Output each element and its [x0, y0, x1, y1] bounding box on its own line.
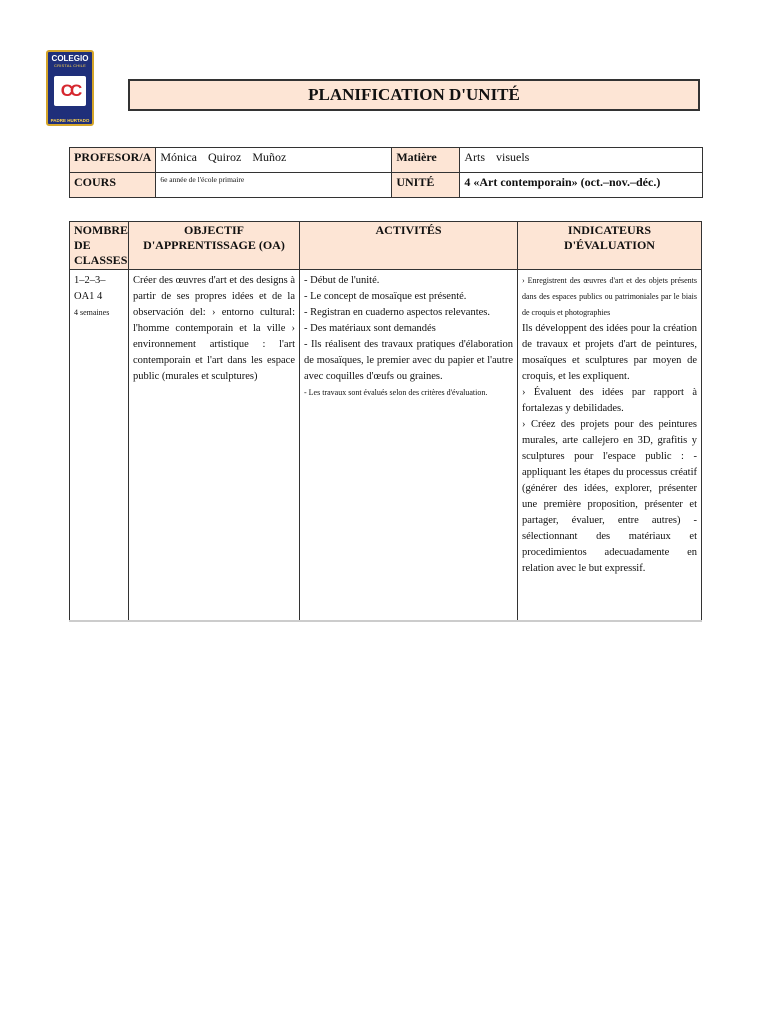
- page-title-box: [128, 79, 700, 111]
- page-title: PLANIFICATION D'UNITÉ: [308, 85, 520, 104]
- indicators-cell: [518, 270, 702, 622]
- planning-header-row: [70, 222, 702, 270]
- activity-item: - Le concept de mosaïque est présenté.: [304, 291, 467, 302]
- activity-item: - Registran en cuaderno aspectos relevantes.: [304, 307, 491, 318]
- header-row-course: [70, 173, 703, 198]
- activities-cell: [300, 270, 518, 622]
- classes-note: 4 semaines: [74, 308, 110, 317]
- logo-top-text: COLEGIO: [51, 54, 89, 63]
- indicator-item: Ils développent des idées pour la création de travaux et projets d'art de peintures, mosaïques et sculptures par moyen de croquis, et les expliquent.: [522, 323, 697, 382]
- indicator-item: › Évaluent des idées par rapport à fortalezas y debilidades.: [522, 387, 697, 414]
- header-table: [69, 147, 703, 198]
- planning-row: [70, 270, 702, 622]
- col-header-activities: ACTIVITÉS: [300, 222, 518, 270]
- classes-value: 1–2–3–OA1 4: [74, 275, 106, 302]
- course-value: 6e année de l'école primaire: [156, 173, 392, 198]
- teacher-name: Mónica Quiroz Muñoz: [156, 148, 392, 173]
- indicator-item: › Créez des projets pour des peintures murales, arte callejero en 3D, grafitis y sculptures pour l'espace public : - appliquant les étapes du processus créatif (générer des idées, explorer, présenter une première proposition, présenter et partager, évaluer, entre autres) - sélectionnant des matériaux et procedimientos adecuadamente en relation avec le but expressif.: [522, 419, 697, 574]
- activity-note: - Les travaux sont évalués selon des critères d'évaluation.: [304, 388, 488, 397]
- col-header-objective: OBJECTIF D'APPRENTISSAGE (OA): [129, 222, 300, 270]
- planning-table: [69, 221, 702, 622]
- classes-cell: [70, 270, 129, 622]
- objective-cell: Créer des œuvres d'art et des designs à partir de ses propres idées et de la observación del: › entorno cultural: l'homme contemporain et la ville › environnement artistique : l'art contemporain et l'art dans les espace public (murales et sculptures): [129, 270, 300, 622]
- logo-emblem: [54, 76, 86, 106]
- subject-value: Arts visuels: [460, 148, 703, 173]
- header-row-teacher: [70, 148, 703, 173]
- logo-bottom-text: PADRE HURTADO: [50, 118, 90, 123]
- activity-item: - Des matériaux sont demandés: [304, 323, 436, 334]
- activity-item: - Ils réalisent des travaux pratiques d'élaboration de mosaïques, le premier avec du papier et l'autre avec coquilles d'œufs ou graines.: [304, 339, 513, 382]
- activity-item: - Début de l'unité.: [304, 275, 380, 286]
- school-logo: [46, 50, 94, 126]
- col-header-classes: NOMBRE DE CLASSES: [70, 222, 129, 270]
- subject-label: Matière: [392, 148, 460, 173]
- indicator-item: › Enregistrent des œuvres d'art et des objets présents dans des espaces publics ou patrimoniales par le biais de croquis et photographies: [522, 276, 697, 317]
- unit-value: 4 «Art contemporain» (oct.–nov.–déc.): [460, 173, 703, 198]
- unit-label: UNITÉ: [392, 173, 460, 198]
- logo-initials: CC: [60, 81, 80, 100]
- logo-subtitle: CRISTAL CHILE: [54, 63, 86, 68]
- teacher-label: PROFESOR/A: [70, 148, 156, 173]
- course-label: COURS: [70, 173, 156, 198]
- col-header-indicators: INDICATEURS D'ÉVALUATION: [518, 222, 702, 270]
